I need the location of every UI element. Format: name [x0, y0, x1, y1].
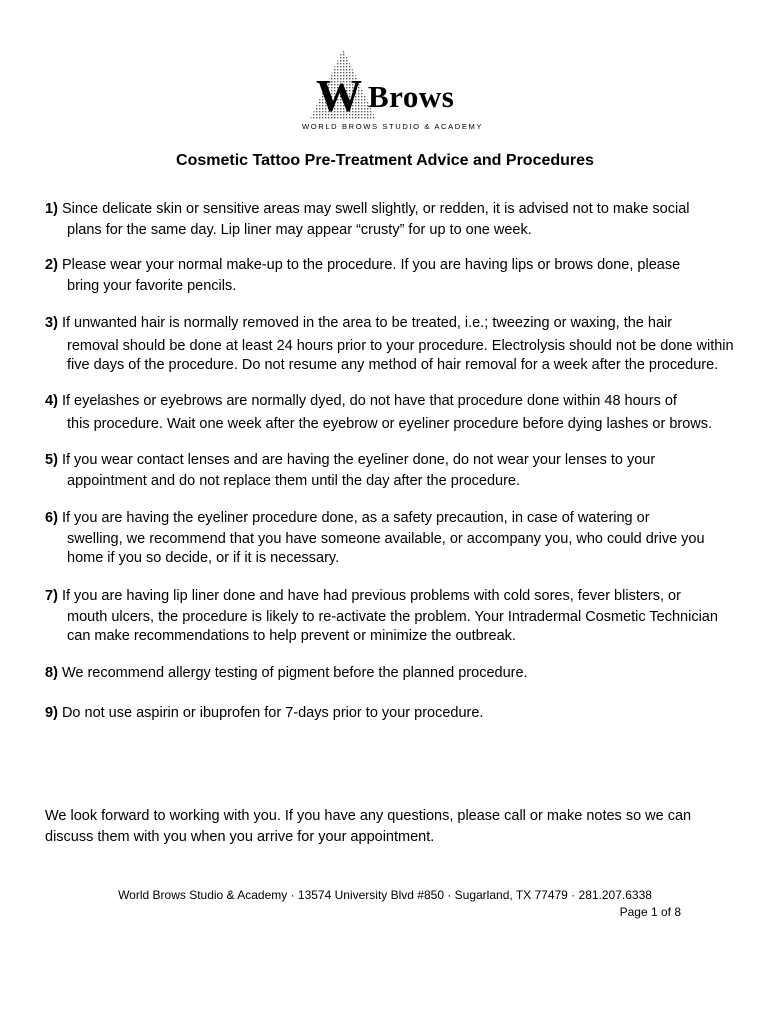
list-item — [45, 313, 735, 375]
item-text: If you wear contact lenses and are having the eyeliner done, do not wear your lenses to your — [61, 452, 656, 468]
item-number: 9) — [45, 705, 58, 721]
item-text: If you are having the eyeliner procedure done, as a safety precaution, in case of watering or — [61, 510, 650, 526]
logo-letter: W — [316, 70, 360, 121]
item-text: Since delicate skin or sensitive areas may swell slightly, or redden, it is advised not to make social — [61, 201, 690, 217]
list-item — [45, 199, 735, 241]
closing-paragraph: We look forward to working with you. If you have any questions, please call or make notes so we can discuss them with you when you arrive for your appointment. — [45, 808, 692, 845]
list-item — [45, 450, 735, 491]
item-text: If eyelashes or eyebrows are normally dyed, do not have that procedure done within 48 hours of — [61, 393, 677, 409]
item-text: We recommend allergy testing of pigment before the planned procedure. — [61, 665, 528, 681]
item-number: 4) — [45, 393, 58, 409]
page-number: Page 1 of 8 — [619, 905, 681, 919]
page-title: Cosmetic Tattoo Pre-Treatment Advice and Procedures — [176, 152, 594, 169]
logo-tagline: WORLD BROWS STUDIO & ACADEMY — [302, 122, 484, 131]
logo-wordmark: Brows — [368, 79, 455, 114]
item-continuation: plans for the same day. Lip liner may appear “crusty” for up to one week. — [67, 222, 532, 238]
item-number: 5) — [45, 452, 58, 468]
item-number: 3) — [45, 315, 58, 331]
logo — [298, 45, 484, 135]
item-continuation: swelling, we recommend that you have someone available, or accompany you, who could drive you home if you so decide, or if it is necessary. — [67, 531, 705, 566]
item-continuation: this procedure. Wait one week after the eyebrow or eyeliner procedure before dying lashes or brows. — [67, 416, 713, 432]
item-text: If you are having lip liner done and have had previous problems with cold sores, fever blisters, or — [61, 588, 681, 604]
list-item — [45, 663, 735, 683]
advice-list — [45, 199, 735, 723]
item-number: 8) — [45, 665, 58, 681]
item-text: If unwanted hair is normally removed in the area to be treated, i.e.; tweezing or waxing, the hair — [61, 315, 673, 331]
item-number: 7) — [45, 588, 58, 604]
list-item — [45, 586, 735, 646]
item-text: Please wear your normal make-up to the procedure. If you are having lips or brows done, please — [61, 257, 681, 273]
footer-contact: World Brows Studio & Academy · 13574 University Blvd #850 · Sugarland, TX 77479 · 281.207.6338 — [118, 888, 652, 902]
item-continuation: bring your favorite pencils. — [67, 278, 237, 294]
item-number: 2) — [45, 257, 58, 273]
item-text: Do not use aspirin or ibuprofen for 7-days prior to your procedure. — [61, 705, 484, 721]
list-item — [45, 703, 735, 723]
list-item — [45, 508, 735, 568]
item-continuation: mouth ulcers, the procedure is likely to re-activate the problem. Your Intradermal Cosmetic Technician can make recommendations to help prevent or minimize the outbreak. — [67, 609, 718, 644]
item-number: 1) — [45, 201, 58, 217]
item-continuation: removal should be done at least 24 hours prior to your procedure. Electrolysis should not be done within five days of the procedure. Do not resume any method of hair removal for a week after the procedure. — [67, 338, 734, 373]
item-number: 6) — [45, 510, 58, 526]
list-item — [45, 255, 735, 297]
item-continuation: appointment and do not replace them until the day after the procedure. — [67, 473, 521, 489]
list-item — [45, 391, 735, 434]
